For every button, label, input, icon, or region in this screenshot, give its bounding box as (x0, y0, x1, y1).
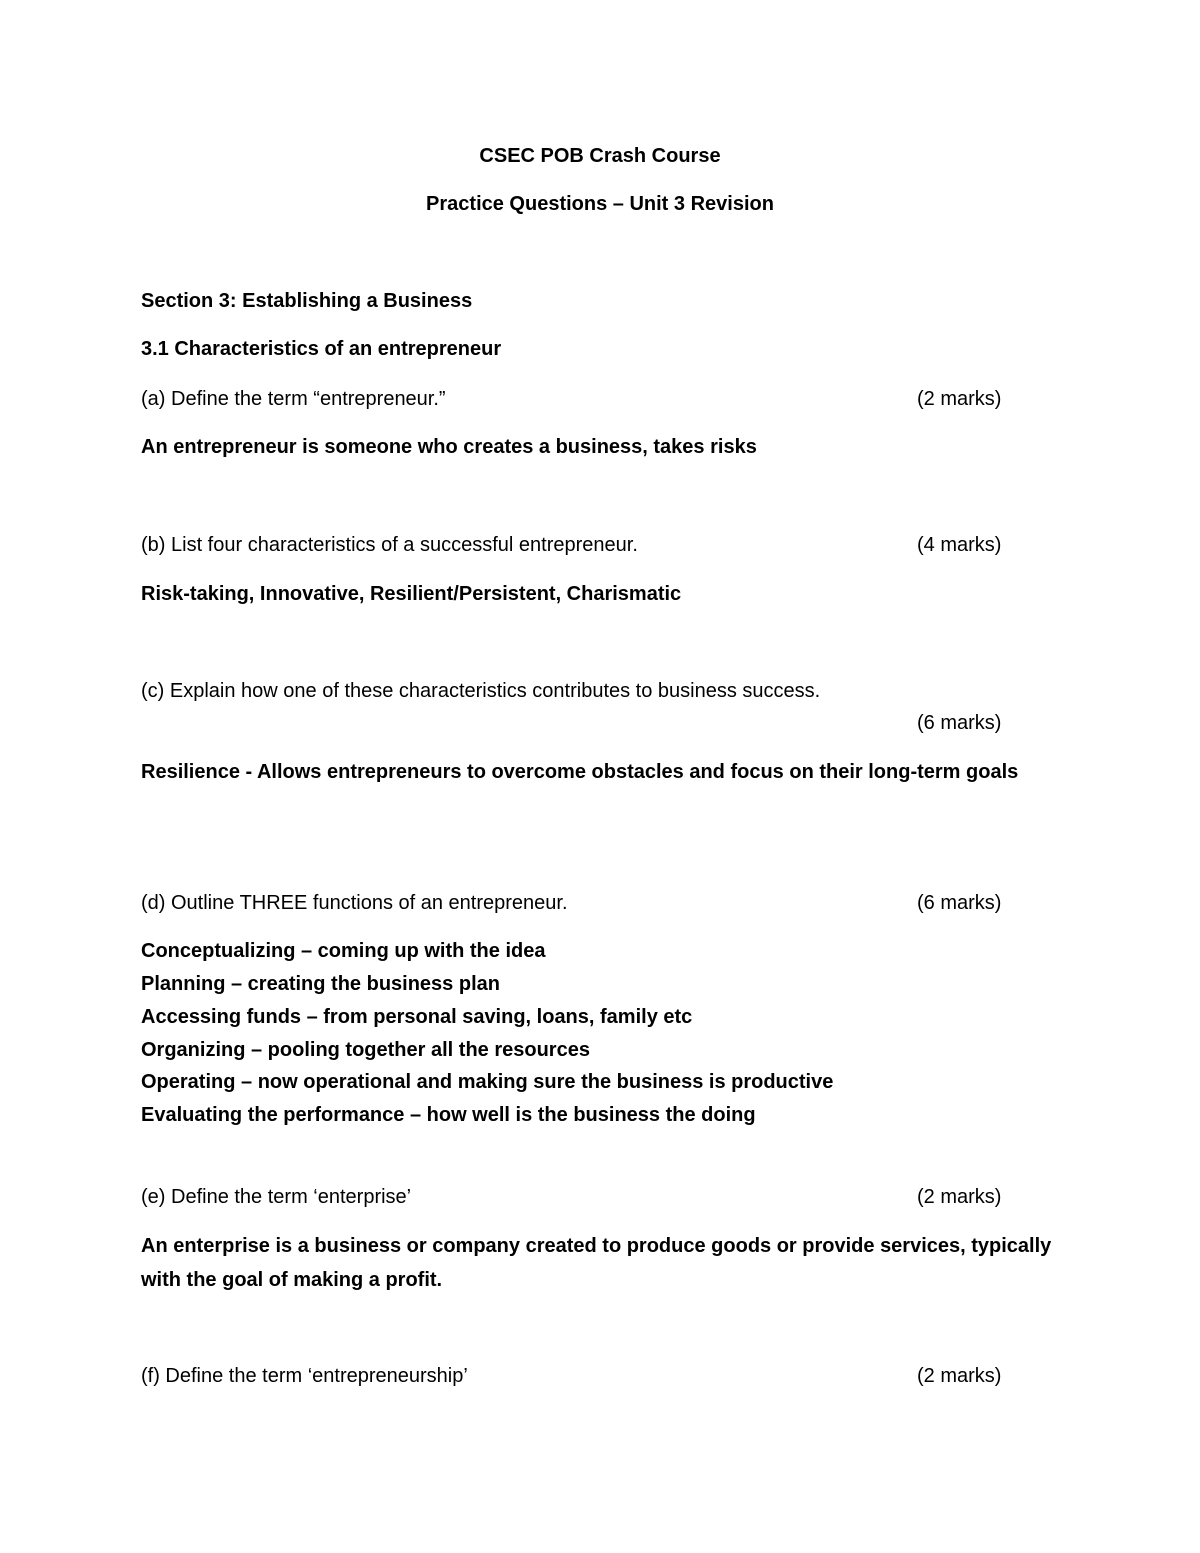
question-a-prompt: (a) Define the term “entrepreneur.” (141, 388, 446, 410)
question-b-answer: Risk-taking, Innovative, Resilient/Persistent, Charismatic (141, 583, 682, 605)
question-a-marks: (2 marks) (917, 388, 1002, 410)
question-d-answer-line: Organizing – pooling together all the resources (141, 1039, 590, 1061)
question-f-prompt: (f) Define the term ‘entrepreneurship’ (141, 1365, 468, 1387)
question-c-marks: (6 marks) (917, 712, 1002, 734)
question-f-marks: (2 marks) (917, 1365, 1002, 1387)
question-e-answer: An enterprise is a business or company created to produce goods or provide services, typically with the goal of making a profit. (141, 1235, 1052, 1291)
document-title: CSEC POB Crash Course (479, 145, 721, 167)
question-c-answer: Resilience - Allows entrepreneurs to overcome obstacles and focus on their long-term goals (141, 761, 1019, 783)
question-e-marks: (2 marks) (917, 1186, 1002, 1208)
question-b-marks: (4 marks) (917, 534, 1002, 556)
question-c-prompt: (c) Explain how one of these characteristics contributes to business success. (141, 680, 821, 702)
question-b-prompt: (b) List four characteristics of a successful entrepreneur. (141, 534, 638, 556)
section-subheading: 3.1 Characteristics of an entrepreneur (141, 338, 502, 360)
section-heading: Section 3: Establishing a Business (141, 290, 473, 312)
question-a-answer: An entrepreneur is someone who creates a business, takes risks (141, 436, 757, 458)
question-d-answer-line: Evaluating the performance – how well is the business the doing (141, 1104, 756, 1126)
question-d-answer-line: Planning – creating the business plan (141, 973, 500, 995)
question-d-answer-line: Conceptualizing – coming up with the idea (141, 940, 546, 962)
document-subtitle: Practice Questions – Unit 3 Revision (426, 193, 774, 215)
question-e-prompt: (e) Define the term ‘enterprise’ (141, 1186, 412, 1208)
question-d-answer-line: Accessing funds – from personal saving, loans, family etc (141, 1006, 693, 1028)
question-d-answer-line: Operating – now operational and making sure the business is productive (141, 1071, 834, 1093)
question-d-marks: (6 marks) (917, 892, 1002, 914)
question-d-prompt: (d) Outline THREE functions of an entrepreneur. (141, 892, 568, 914)
